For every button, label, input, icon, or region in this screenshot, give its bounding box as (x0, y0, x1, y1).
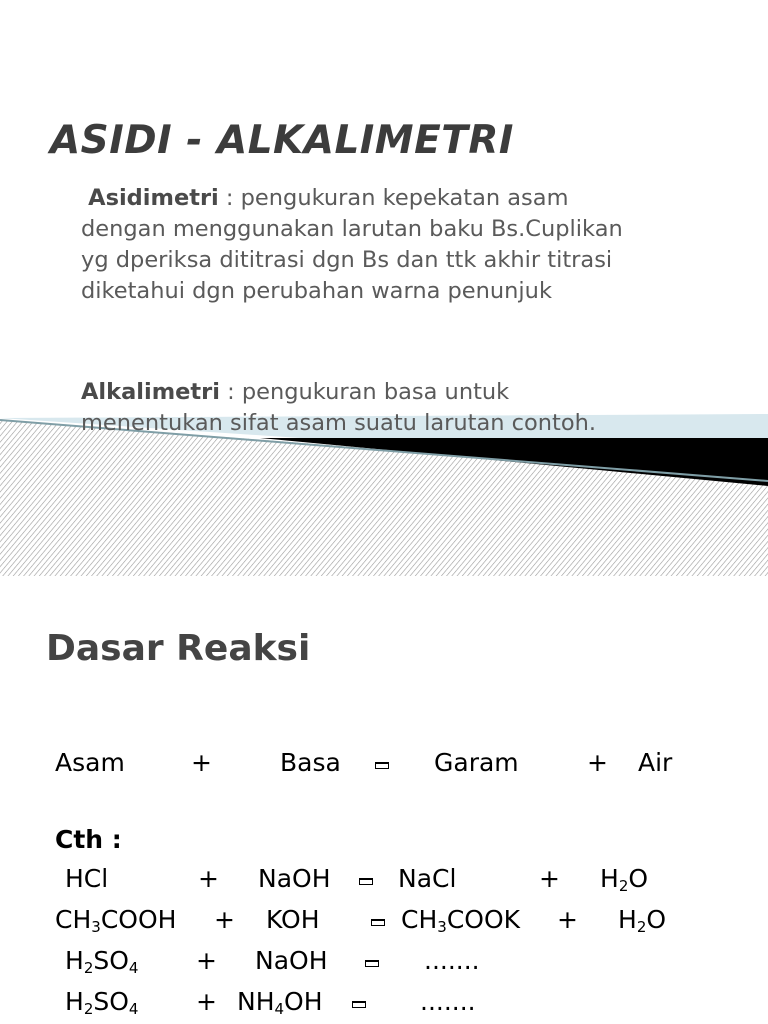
plus-sign: + (191, 748, 212, 777)
plus-sign: + (557, 905, 578, 934)
product-water: Air (638, 748, 673, 777)
reactant-1: $H_2SO_4$ (65, 987, 139, 1018)
reactant-2: KOH (266, 905, 320, 934)
slide-2-title: Dasar Reaksi (46, 628, 311, 669)
asidimetri-term: Asidimetri (88, 185, 219, 211)
product-1: $CH_3COOK$ (401, 905, 521, 936)
reaction-arrow-icon (352, 1001, 366, 1008)
plus-sign: + (196, 946, 217, 975)
reaction-arrow-icon (365, 960, 379, 967)
reactant-1: $H_2SO_4$ (65, 946, 139, 977)
reaction-arrow-icon (359, 878, 373, 885)
alkalimetri-term: Alkalimetri (81, 379, 220, 405)
reactant-acid: Asam (55, 748, 125, 777)
reactant-1: HCl (65, 864, 109, 893)
reactant-base: Basa (280, 748, 341, 777)
reactant-1: $CH_3COOH$ (55, 905, 177, 936)
product-salt: Garam (434, 748, 519, 777)
plus-sign: + (587, 748, 608, 777)
asidimetri-definition: : pengukuran kepekatan asam dengan menggunakan larutan baku Bs.Cuplikan yg dperiksa dititrasi dgn Bs dan ttk akhir titrasi diketahui dgn perubahan warna penunjuk (81, 185, 623, 304)
alkalimetri-paragraph (81, 377, 641, 439)
example-label: Cth : (55, 825, 122, 854)
asidimetri-paragraph (81, 183, 641, 307)
slide-1-title: ASIDI - ALKALIMETRI (50, 118, 514, 163)
product-placeholder: ....... (420, 987, 476, 1016)
reaction-arrow-icon (375, 762, 389, 769)
product-2: $H_2O$ (600, 864, 649, 895)
alkalimetri-definition: : pengukuran basa untuk menentukan sifat asam suatu larutan contoh. (81, 379, 597, 436)
plus-sign: + (214, 905, 235, 934)
plus-sign: + (539, 864, 560, 893)
reactant-2: NaOH (258, 864, 331, 893)
product-placeholder: ....... (424, 946, 480, 975)
plus-sign: + (196, 987, 217, 1016)
product-1: NaCl (398, 864, 457, 893)
plus-sign: + (198, 864, 219, 893)
reaction-arrow-icon (371, 919, 385, 926)
reactant-2: $NH_4OH$ (237, 987, 323, 1018)
reactant-2: NaOH (255, 946, 328, 975)
product-2: $H_2O$ (618, 905, 667, 936)
